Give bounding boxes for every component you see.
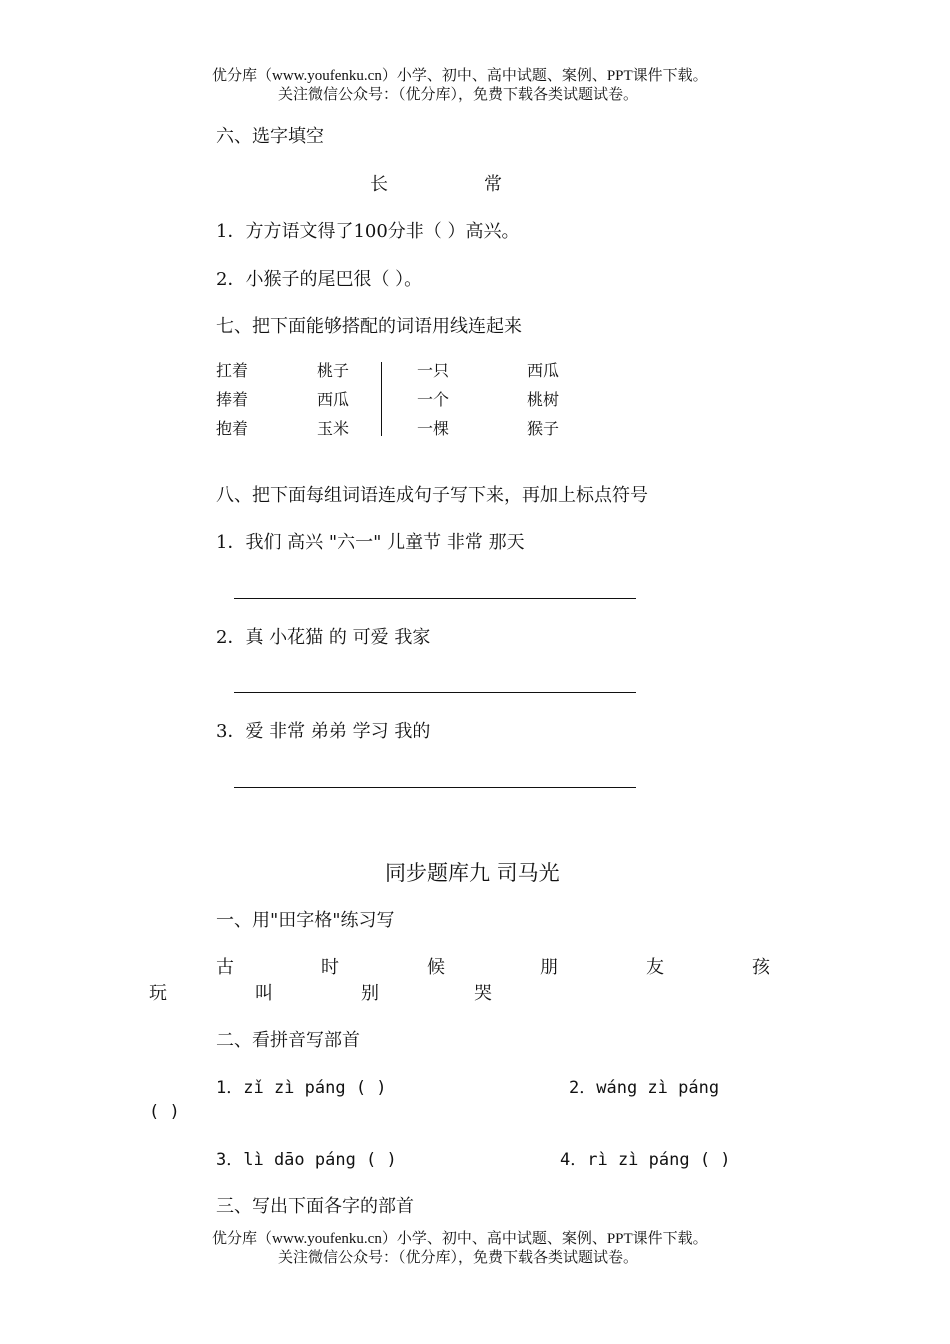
answer-line-2[interactable] — [234, 692, 636, 693]
left-col1-word: 捧着 — [216, 390, 249, 409]
right-col1-word: 一只 — [417, 361, 450, 380]
practice-char: 古 — [216, 957, 234, 978]
left-col2-word: 玉米 — [317, 419, 350, 438]
practice-char: 别 — [361, 983, 379, 1004]
table-divider — [381, 362, 382, 436]
choice-char-2: 常 — [484, 174, 502, 195]
section-7-title: 七、把下面能够搭配的词语用线连起来 — [216, 316, 522, 337]
practice-char: 叫 — [255, 983, 273, 1004]
part-3-title: 三、写出下面各字的部首 — [216, 1196, 414, 1217]
footer-line-2: 关注微信公众号：（优分库），免费下载各类试题试卷。 — [278, 1250, 639, 1266]
answer-line-3[interactable] — [234, 787, 636, 788]
right-col2-word: 猴子 — [527, 419, 560, 438]
right-col2-word: 西瓜 — [527, 361, 560, 380]
practice-char: 友 — [646, 957, 664, 978]
section-8-title: 八、把下面每组词语连成句子写下来，再加上标点符号 — [216, 485, 648, 506]
choice-char-1: 长 — [370, 174, 388, 195]
section-6-item-1: 1．方方语文得了100分非（ ）高兴。 — [216, 221, 520, 242]
part-1-title: 一、用"田字格"练习写 — [216, 910, 395, 931]
footer-line-1: 优分库（www.youfenku.cn）小学、初中、高中试题、案例、PPT课件下载。 — [212, 1231, 708, 1247]
part-2-title: 二、看拼音写部首 — [216, 1030, 360, 1051]
pinyin-question-4: 4．rì zì páng ( ) — [560, 1150, 731, 1170]
pinyin-question-3: 3．lì dāo páng ( ) — [216, 1150, 397, 1170]
pinyin-question-2: 2．wáng zì páng — [569, 1078, 720, 1098]
practice-char: 哭 — [474, 983, 492, 1004]
left-col1-word: 抱着 — [216, 419, 249, 438]
practice-char: 候 — [427, 957, 445, 978]
pinyin-question-2-blank[interactable]: ( ) — [149, 1102, 180, 1122]
practice-char: 孩 — [752, 957, 770, 978]
right-col2-word: 桃树 — [527, 390, 560, 409]
section-6-item-2: 2．小猴子的尾巴很（ ）。 — [216, 269, 423, 290]
answer-line-1[interactable] — [234, 598, 636, 599]
section-8-item-2: 2．真 小花猫 的 可爱 我家 — [216, 627, 431, 648]
right-col1-word: 一个 — [417, 390, 450, 409]
right-col1-word: 一棵 — [417, 419, 450, 438]
header-line-1: 优分库（www.youfenku.cn）小学、初中、高中试题、案例、PPT课件下载。 — [212, 68, 708, 84]
pinyin-question-1: 1．zǐ zì páng ( ) — [216, 1078, 387, 1098]
section-8-item-1: 1．我们 高兴 "六一" 儿童节 非常 那天 — [216, 532, 525, 553]
practice-char: 玩 — [149, 983, 167, 1004]
left-col1-word: 扛着 — [216, 361, 249, 380]
left-col2-word: 桃子 — [317, 361, 350, 380]
practice-char: 时 — [321, 957, 339, 978]
section-6-title: 六、选字填空 — [216, 126, 324, 147]
lesson-title: 同步题库九 司马光 — [385, 861, 560, 885]
header-line-2: 关注微信公众号：（优分库），免费下载各类试题试卷。 — [278, 87, 639, 103]
left-col2-word: 西瓜 — [317, 390, 350, 409]
section-8-item-3: 3．爱 非常 弟弟 学习 我的 — [216, 721, 431, 742]
practice-char: 朋 — [540, 957, 558, 978]
